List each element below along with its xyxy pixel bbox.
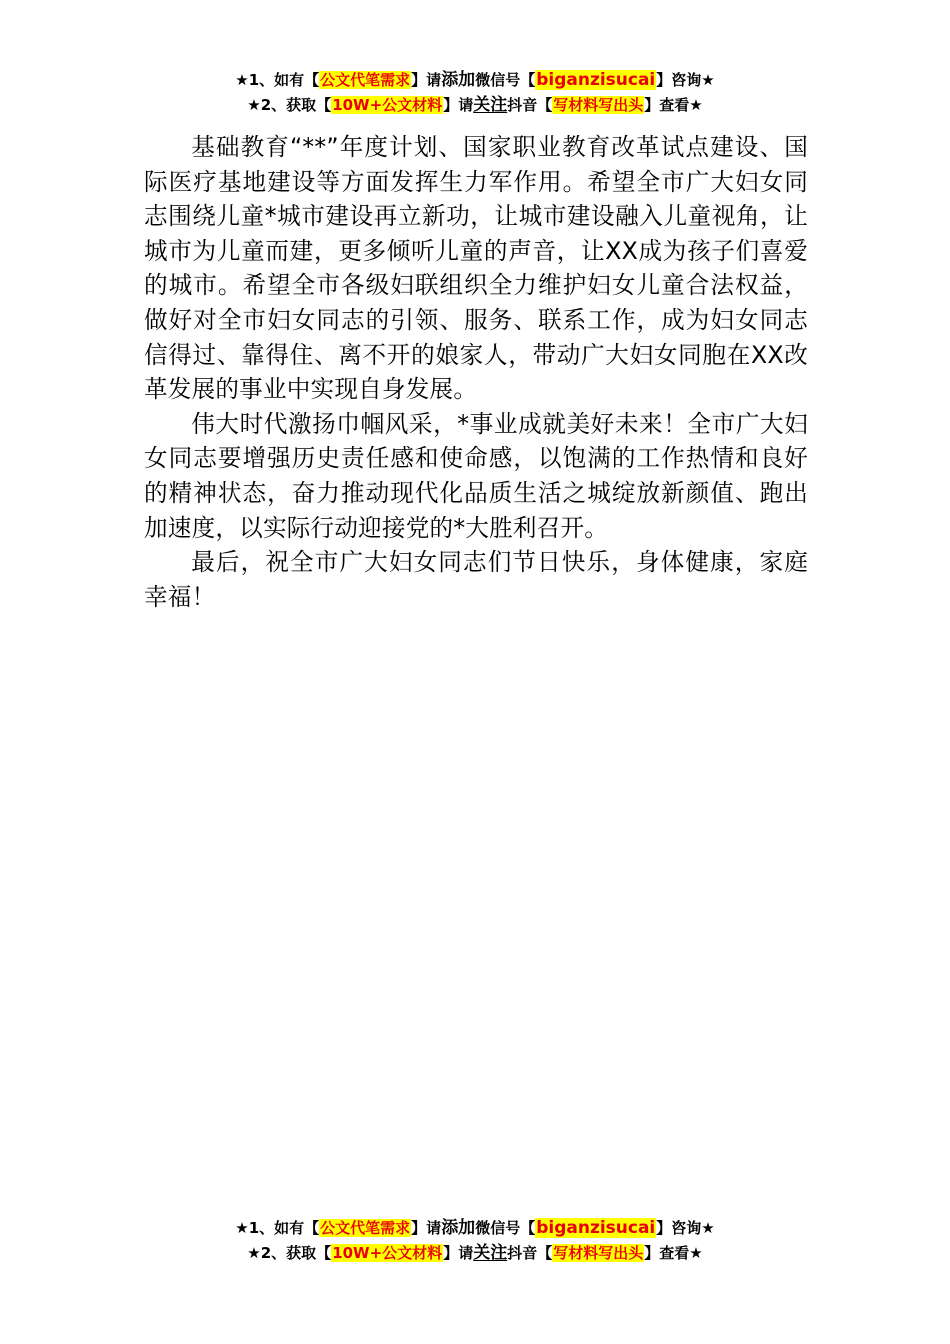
- add-emphasis: 添加: [441, 1218, 476, 1238]
- banner-text: 微信号【: [475, 1219, 536, 1237]
- materials-highlight: 10W+公文材料: [332, 96, 443, 114]
- banner-line-1: [0, 68, 950, 93]
- banner-text: 】请: [443, 96, 474, 114]
- banner-text: 】请: [443, 1244, 474, 1262]
- banner-line-1: [0, 1216, 950, 1241]
- banner-text: 】请: [411, 71, 442, 89]
- banner-text: 】咨询★: [656, 1219, 715, 1237]
- paragraph: 最后，祝全市广大妇女同志们节日快乐，身体健康，家庭幸福！: [144, 548, 808, 611]
- materials-highlight: 10W+公文材料: [332, 1244, 443, 1262]
- banner-line-2: [0, 1241, 950, 1266]
- banner-line-2: [0, 93, 950, 118]
- add-emphasis: 添加: [441, 70, 476, 90]
- banner-text: ★1、如有【: [235, 71, 320, 89]
- banner-text: 抖音【: [507, 96, 553, 114]
- document-body: [144, 130, 808, 614]
- follow-emphasis: 关注: [473, 95, 508, 115]
- banner-text: 】请: [411, 1219, 442, 1237]
- banner-text: 抖音【: [507, 1244, 553, 1262]
- banner-text: 】咨询★: [656, 71, 715, 89]
- douyin-account-highlight: 写材料写出头: [553, 96, 644, 114]
- paragraph: 伟大时代激扬巾帼风采，*事业成就美好未来！全市广大妇女同志要增强历史责任感和使命感，以饱满的工作热情和良好的精神状态，奋力推动现代化品质生活之城绽放新颜值、跑出加速度，以实际行动迎接党的*大胜利召开。: [144, 409, 808, 542]
- footer-banner: [0, 1216, 950, 1266]
- douyin-account-highlight: 写材料写出头: [553, 1244, 644, 1262]
- banner-text: 】查看★: [644, 1244, 703, 1262]
- banner-text: ★2、获取【: [247, 1244, 332, 1262]
- banner-text: ★1、如有【: [235, 1219, 320, 1237]
- banner-text: 微信号【: [475, 71, 536, 89]
- ghostwriting-highlight: 公文代笔需求: [320, 1219, 411, 1237]
- header-banner: [0, 68, 950, 118]
- wechat-id-highlight: biganzisucai: [536, 1218, 656, 1238]
- paragraph: 基础教育“**”年度计划、国家职业教育改革试点建设、国际医疗基地建设等方面发挥生力军作用。希望全市广大妇女同志围绕儿童*城市建设再立新功，让城市建设融入儿童视角，让城市为儿童而建，更多倾听儿童的声音，让XX成为孩子们喜爱的城市。希望全市各级妇联组织全力维护妇女儿童合法权益，做好对全市妇女同志的引领、服务、联系工作，成为妇女同志信得过、靠得住、离不开的娘家人，带动广大妇女同胞在XX改革发展的事业中实现自身发展。: [144, 133, 808, 404]
- ghostwriting-highlight: 公文代笔需求: [320, 71, 411, 89]
- banner-text: ★2、获取【: [247, 96, 332, 114]
- banner-text: 】查看★: [644, 96, 703, 114]
- wechat-id-highlight: biganzisucai: [536, 70, 656, 90]
- follow-emphasis: 关注: [473, 1243, 508, 1263]
